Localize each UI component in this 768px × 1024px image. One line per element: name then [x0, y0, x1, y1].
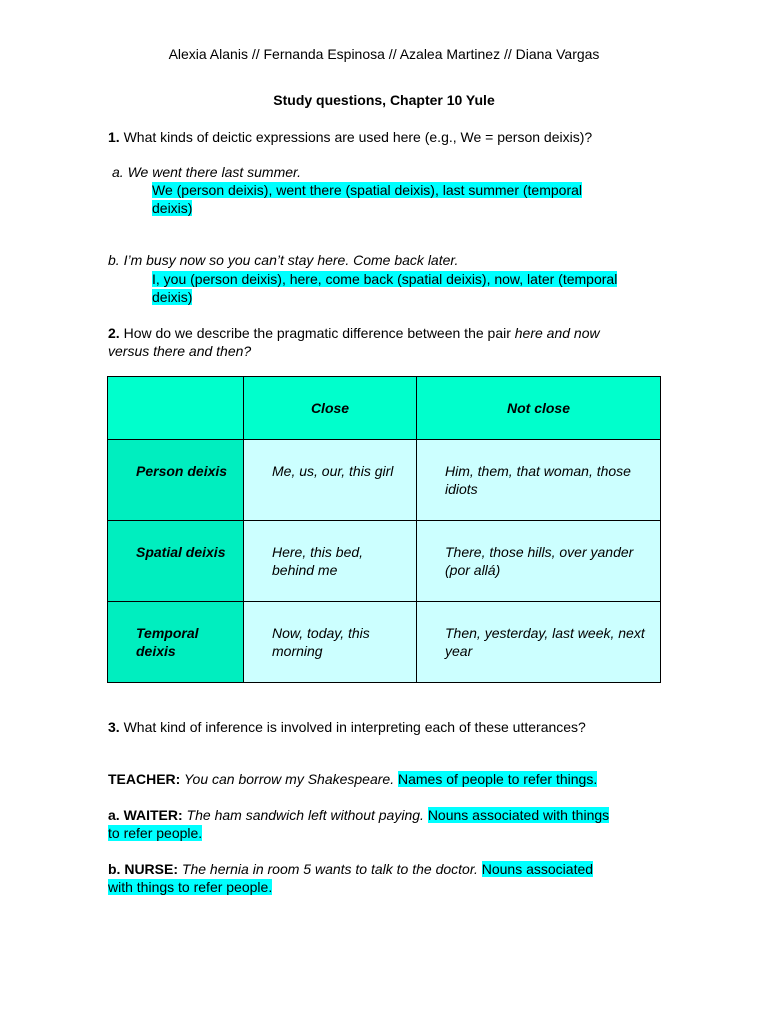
question-1a-prompt: a. We went there last summer. [112, 164, 302, 180]
nurse-answer-1: Nouns associated [481, 861, 594, 877]
question-1-text: What kinds of deictic expressions are used here (e.g., We = person deixis)? [119, 129, 593, 145]
answer-1b-line-1: I, you (person deixis), here, come back (spatial deixis), now, later (temporal [152, 271, 618, 287]
nurse-line [108, 860, 668, 896]
question-2-text: How do we describe the pragmatic difference between the pair [119, 325, 515, 341]
waiter-answer-1: Nouns associated with things [427, 807, 610, 823]
nurse-quote: The hernia in room 5 wants to talk to the doctor. [178, 861, 478, 877]
waiter-label: a. WAITER: [108, 807, 183, 823]
answer-1a-line-1: We (person deixis), went there (spatial deixis), last summer (temporal [152, 182, 583, 198]
question-2-italic-1: here and now [514, 325, 600, 341]
row-label: Person deixis [108, 440, 244, 521]
row-label: Temporal deixis [108, 602, 244, 683]
table-row [108, 440, 661, 521]
authors-line: Alexia Alanis // Fernanda Espinosa // Azalea Martinez // Diana Vargas [168, 46, 600, 62]
table-corner-cell [108, 377, 244, 440]
question-2-number: 2. [108, 325, 120, 341]
waiter-quote: The ham sandwich left without paying. [182, 807, 424, 823]
deixis-table [107, 376, 661, 683]
document-title: Study questions, Chapter 10 Yule [273, 92, 495, 108]
table-header-close: Close [244, 377, 417, 440]
question-1-number: 1. [108, 129, 120, 145]
question-1b-answer [152, 270, 622, 306]
table-row [108, 602, 661, 683]
question-2 [108, 324, 668, 360]
nurse-label: b. NURSE: [108, 861, 178, 877]
question-1a-answer [152, 181, 622, 217]
teacher-quote: You can borrow my Shakespeare. [180, 771, 395, 787]
teacher-line [108, 770, 597, 788]
question-3 [108, 718, 586, 736]
question-1 [108, 128, 592, 146]
answer-1a-line-2: deixis) [152, 200, 193, 216]
cell-close: Me, us, our, this girl [244, 440, 417, 521]
teacher-label: TEACHER: [108, 771, 181, 787]
nurse-answer-2: with things to refer people. [108, 879, 273, 895]
table-row [108, 521, 661, 602]
cell-close: Now, today, this morning [244, 602, 417, 683]
waiter-line [108, 806, 668, 842]
answer-1b-line-2: deixis) [152, 289, 193, 305]
waiter-answer-2: to refer people. [108, 825, 203, 841]
question-3-number: 3. [108, 719, 120, 735]
table-header-not-close: Not close [417, 377, 661, 440]
question-2-italic-2: versus there and then? [108, 343, 252, 359]
question-3-text: What kind of inference is involved in interpreting each of these utterances? [119, 719, 586, 735]
teacher-answer: Names of people to refer things. [398, 771, 598, 787]
question-1b-prompt: b. I’m busy now so you can’t stay here. Come back later. [108, 252, 459, 268]
cell-not-close: Then, yesterday, last week, next year [417, 602, 661, 683]
cell-close: Here, this bed, behind me [244, 521, 417, 602]
cell-not-close: Him, them, that woman, those idiots [417, 440, 661, 521]
cell-not-close: There, those hills, over yander (por allá) [417, 521, 661, 602]
row-label: Spatial deixis [108, 521, 244, 602]
